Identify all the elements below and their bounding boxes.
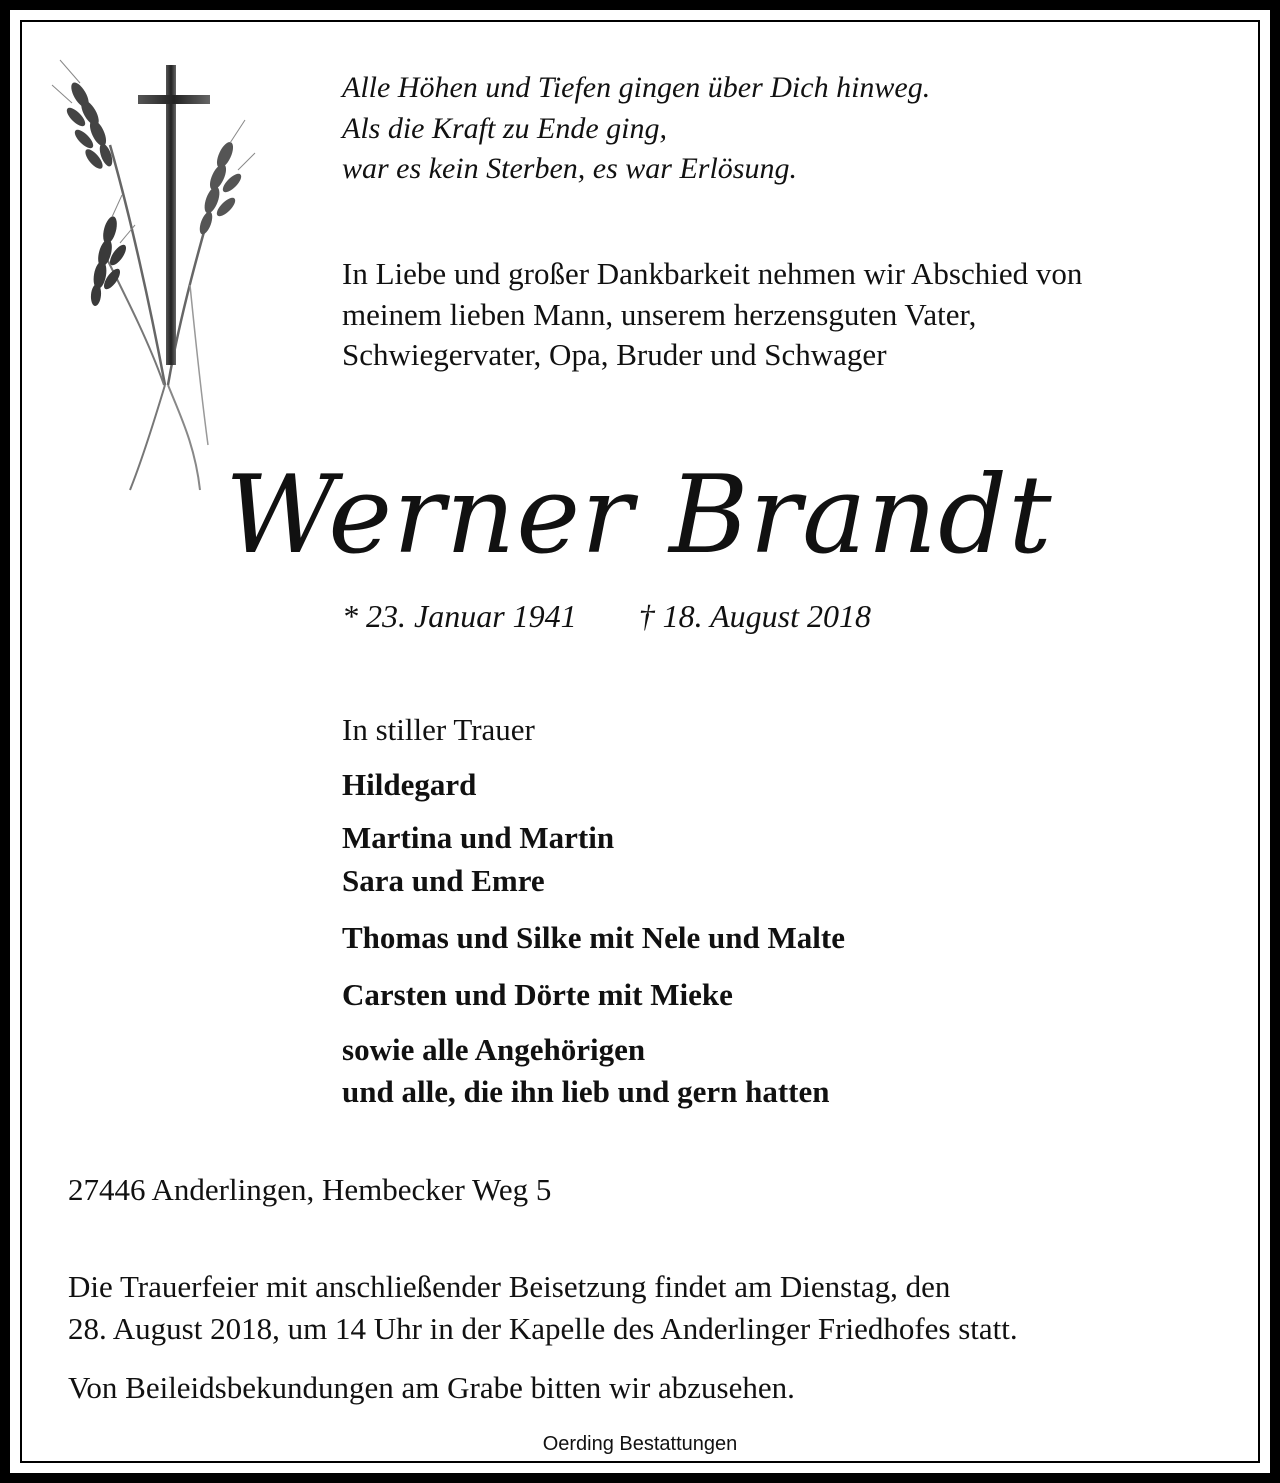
intro-line: Schwiegervater, Opa, Bruder und Schwager xyxy=(342,337,887,372)
mourner-line: Sara und Emre xyxy=(342,863,545,898)
mourner-line: Thomas und Silke mit Nele und Malte xyxy=(342,920,845,955)
death-date: † 18. August 2018 xyxy=(638,598,871,634)
cross-with-wheat-icon xyxy=(50,55,260,495)
intro-line: In Liebe und großer Dankbarkeit nehmen wir Abschied von xyxy=(342,256,1083,291)
condolence-request: Von Beileidsbekundungen am Grabe bitten wir abzusehen. xyxy=(68,1370,795,1405)
ceremony-line: Die Trauerfeier mit anschließender Beisetzung findet am Dienstag, den xyxy=(68,1269,951,1304)
intro-text xyxy=(342,254,1232,376)
undertaker-credit: Oerding Bestattungen xyxy=(542,1433,738,1455)
mourner-line: und alle, die ihn lieb und gern hatten xyxy=(342,1074,830,1109)
intro-line: meinem lieben Mann, unserem herzensguten Vater, xyxy=(342,296,977,332)
address: 27446 Anderlingen, Hembecker Weg 5 xyxy=(68,1172,552,1207)
mourner-line: sowie alle Angehörigen xyxy=(342,1032,646,1067)
deceased-name: Werner Brandt xyxy=(225,453,1053,578)
mourner-line: Martina und Martin xyxy=(342,820,615,855)
poem xyxy=(342,68,1222,190)
poem-line: Alle Höhen und Tiefen gingen über Dich hinweg. xyxy=(342,71,931,104)
life-dates xyxy=(342,596,871,636)
poem-line: Als die Kraft zu Ende ging, xyxy=(342,111,667,145)
birth-date: * 23. Januar 1941 xyxy=(342,598,577,634)
mourner-line: Hildegard xyxy=(342,767,477,802)
ceremony-notice xyxy=(68,1266,1208,1350)
ceremony-line: 28. August 2018, um 14 Uhr in der Kapelle des Anderlinger Friedhofes statt. xyxy=(68,1311,1018,1346)
poem-line: war es kein Sterben, es war Erlösung. xyxy=(342,152,797,185)
mourning-intro: In stiller Trauer xyxy=(342,712,535,747)
mourner-line: Carsten und Dörte mit Mieke xyxy=(342,977,733,1012)
